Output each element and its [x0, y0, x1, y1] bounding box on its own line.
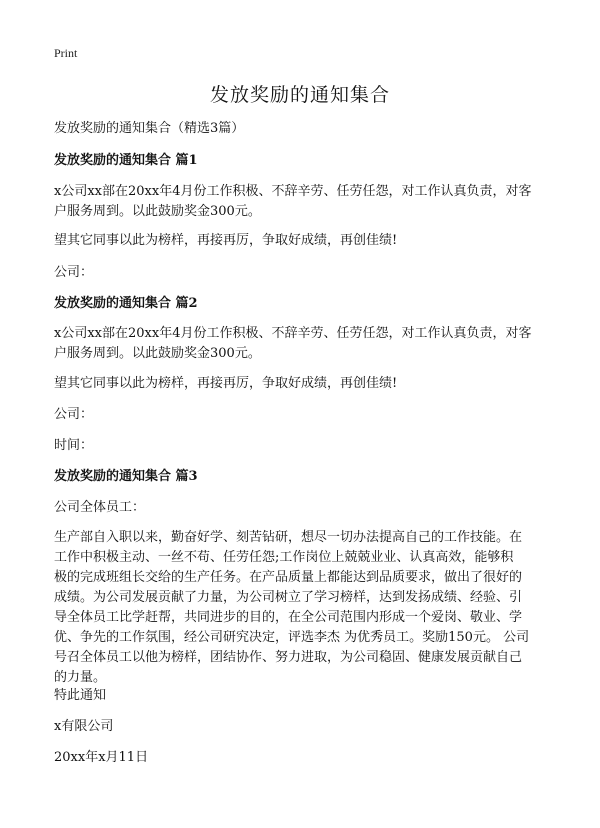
section3-body-line: 的力量。: [54, 670, 107, 685]
section1-encourage: 望其它同事以此为榜样，再接再厉，争取好成绩，再创佳绩!: [54, 233, 398, 248]
special-notice: 特此通知: [54, 688, 107, 703]
section3-body-line: 优、争先的工作氛围，经公司研究决定，评选李杰 为优秀员工。奖励150元。 公司: [54, 630, 530, 645]
section1-body: [54, 182, 554, 222]
section2-encourage: 望其它同事以此为榜样，再接再厉，争取好成绩，再创佳绩!: [54, 376, 398, 391]
section3-body-line: 号召全体员工以他为榜样，团结协作、努力进取，为公司稳固、健康发展贡献自己: [54, 650, 523, 665]
section3-body-line: 极的完成班组长交给的生产任务。在产品质量上都能达到品质要求，做出了很好的: [54, 570, 523, 585]
section3-body-line: 生产部自入职以来，勤奋好学、刻苦钻研，想尽一切办法提高自己的工作技能。在: [54, 530, 523, 545]
section2-body: [54, 324, 554, 364]
section2-heading: 发放奖励的通知集合 篇2: [54, 296, 198, 311]
print-label: Print: [54, 46, 78, 60]
section3-body-line: 成绩。为公司发展贡献了力量，为公司树立了学习榜样，达到发扬成绩、经验、引: [54, 590, 523, 605]
section2-time: 时间：: [54, 438, 94, 453]
section3-heading: 发放奖励的通知集合 篇3: [54, 469, 198, 484]
section3-body-line: 工作中积极主动、一丝不苟、任劳任怨;工作岗位上兢兢业业、认真高效，能够积: [54, 550, 514, 565]
section3-salutation: 公司全体员工：: [54, 500, 146, 515]
section2-company: 公司：: [54, 407, 94, 422]
document-subtitle: 发放奖励的通知集合（精选3篇）: [54, 121, 245, 136]
section3-body: [54, 528, 554, 688]
section2-body-line: x公司xx部在20xx年4月份工作积极、不辞辛劳、任劳任怨，对工作认真负责，对客: [54, 326, 532, 341]
section2-body-line: 户服务周到。以此鼓励奖金300元。: [54, 346, 261, 361]
section1-company: 公司：: [54, 265, 94, 280]
document-title: 发放奖励的通知集合: [209, 84, 390, 106]
notice-date: 20xx年x月11日: [54, 750, 149, 765]
section1-body-line: 户服务周到。以此鼓励奖金300元。: [54, 204, 261, 219]
signature-company: x有限公司: [54, 719, 114, 734]
section3-body-line: 导全体员工比学赶帮，共同进步的目的，在全公司范围内形成一个爱岗、敬业、学: [54, 610, 523, 625]
section1-heading: 发放奖励的通知集合 篇1: [54, 153, 198, 168]
section1-body-line: x公司xx部在20xx年4月份工作积极、不辞辛劳、任劳任怨，对工作认真负责，对客: [54, 184, 532, 199]
